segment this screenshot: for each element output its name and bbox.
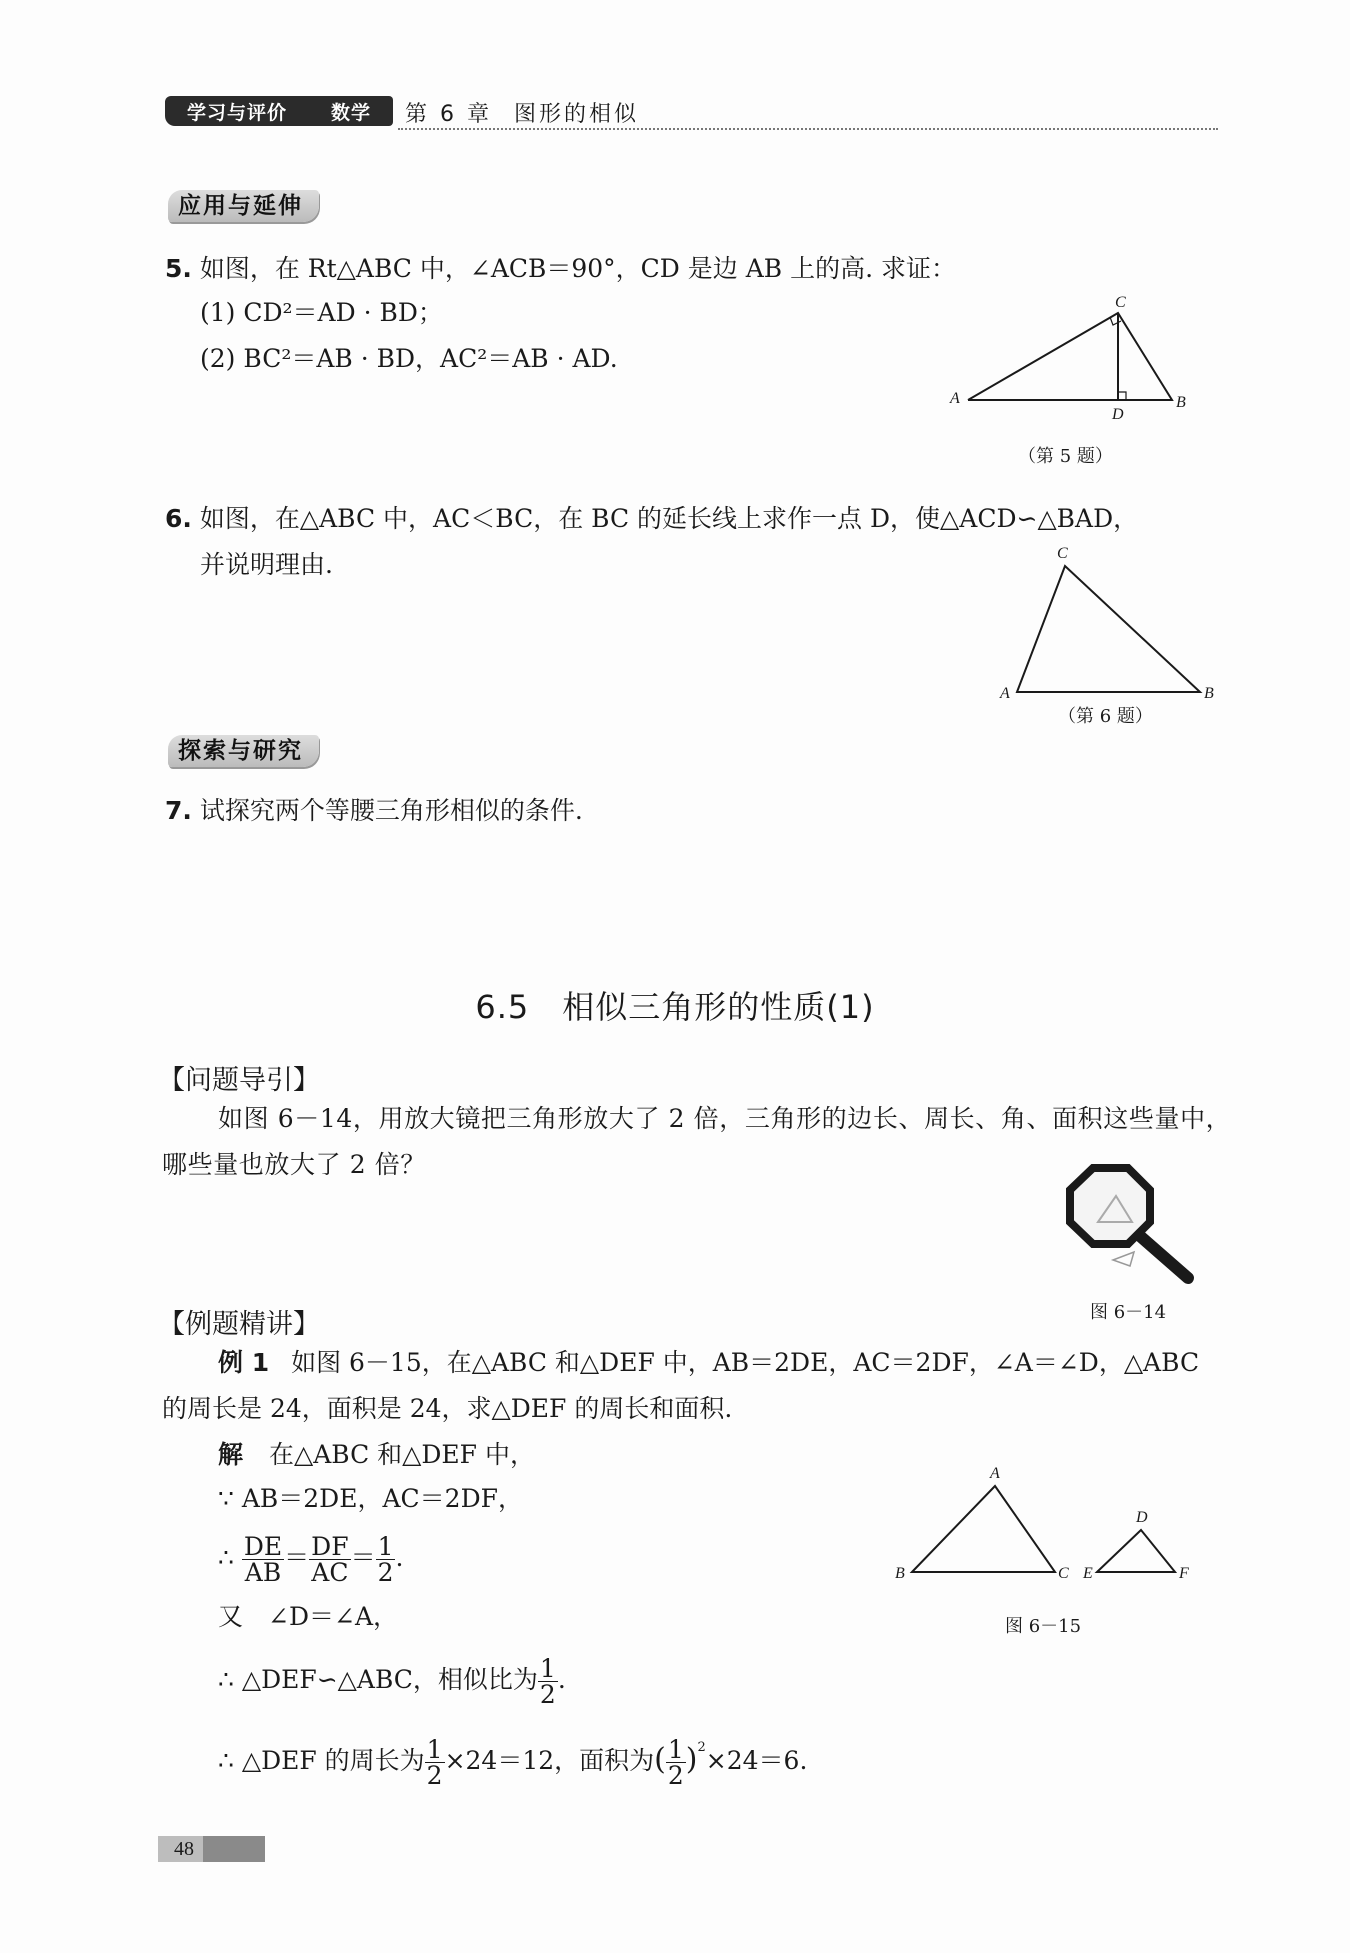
section-apply-tag: 应用与延伸 (168, 190, 319, 222)
label-d-15: D (1136, 1509, 1148, 1526)
paren-close: ) (685, 1742, 698, 1777)
solution-line-2: ∵ AB＝2DE，AC＝2DF， (218, 1484, 523, 1513)
label-a: A (950, 390, 960, 407)
label-c: C (1115, 294, 1126, 311)
caption-fig-6-14: 图 6－14 (1090, 1302, 1167, 1323)
caption-fig-6-15: 图 6－15 (1005, 1616, 1082, 1637)
solution-line-4: 又 ∠D＝∠A， (218, 1602, 398, 1631)
subject-name: 数学 (330, 101, 371, 124)
label-d: D (1112, 406, 1124, 423)
label-c-q6: C (1057, 545, 1068, 562)
chapter-number: 第 6 章 (405, 102, 492, 127)
fraction-de-ab (242, 1534, 284, 1585)
label-a-15: A (990, 1465, 1000, 1482)
exponent: 2 (697, 1740, 706, 1755)
solution-line-6 (218, 1734, 807, 1788)
solution-text-6a: ∴ △DEF 的周长为 (218, 1746, 425, 1775)
magnifier-handle (1140, 1236, 1188, 1278)
fraction-one-half (376, 1534, 396, 1585)
question-5-part1: (1) CD²＝AD · BD； (200, 298, 443, 327)
label-b-15: B (895, 1565, 905, 1582)
question-7-number: 7. (165, 796, 192, 825)
header-badge (165, 96, 393, 126)
figure-q6 (990, 540, 1220, 710)
caption-q5: （第 5 题） (1018, 446, 1113, 467)
fraction-area-denominator: 2 (667, 1761, 684, 1790)
fraction-ratio-numerator: 1 (539, 1654, 556, 1683)
fraction-area (666, 1737, 686, 1788)
fraction-perimeter-numerator: 1 (426, 1735, 443, 1764)
label-b: B (1176, 394, 1186, 411)
fraction-perimeter (425, 1737, 445, 1788)
example-1-line-2: 的周长是 24，面积是 24，求△DEF 的周长和面积. (162, 1394, 733, 1423)
question-5 (165, 252, 956, 286)
fraction-ratio (538, 1656, 558, 1707)
question-5-number: 5. (165, 254, 192, 283)
fraction-de-ab-numerator: DE (243, 1532, 283, 1561)
question-6-stem-cont: 并说明理由. (200, 550, 333, 579)
question-6 (165, 502, 1138, 536)
example-1-label: 例 1 (218, 1348, 270, 1377)
paren-open: ( (654, 1742, 666, 1777)
small-triangle (1113, 1252, 1134, 1266)
fraction-de-ab-denominator: AB (244, 1558, 282, 1587)
chapter-heading (405, 97, 639, 128)
fraction-ratio-denominator: 2 (539, 1680, 556, 1709)
question-5-part2: (2) BC²＝AB · BD，AC²＝AB · AD. (200, 344, 618, 373)
question-6-number: 6. (165, 504, 192, 533)
triangle-abc (968, 313, 1172, 400)
question-7-stem: 试探究两个等腰三角形相似的条件. (199, 796, 583, 825)
label-e-15: E (1083, 1565, 1093, 1582)
lesson-title: 6.5 相似三角形的性质(1) (475, 988, 875, 1026)
fraction-df-ac-denominator: AC (311, 1558, 349, 1587)
figure-q5 (940, 285, 1190, 430)
solution-line-5: ∴ △DEF∽△ABC，相似比为 $\frac{1}{2}$ . (218, 1654, 566, 1709)
header-rule (398, 128, 1218, 130)
fraction-area-numerator: 1 (667, 1735, 684, 1764)
label-c-15: C (1058, 1565, 1069, 1582)
book-name: 学习与评价 (186, 101, 287, 124)
fraction-df-ac-numerator: DF (311, 1532, 349, 1561)
triangle-abc-large (912, 1486, 1055, 1572)
solution-line-1 (218, 1438, 535, 1472)
therefore-symbol: ∴ (218, 1543, 234, 1572)
label-a-q6: A (1000, 685, 1010, 702)
chapter-title: 图形的相似 (513, 102, 639, 127)
question-6-stem: 如图，在△ABC 中，AC＜BC，在 BC 的延长线上求作一点 D，使△ACD∽△BAD， (199, 504, 1139, 533)
section-explore-tag: 探索与研究 (168, 735, 319, 767)
solution-label: 解 (218, 1440, 244, 1469)
label-f-15: F (1179, 1565, 1189, 1582)
solution-text-1: 在△ABC 和△DEF 中， (268, 1440, 535, 1469)
guide-line-2: 哪些量也放大了 2 倍？ (162, 1150, 427, 1179)
triangle-def-small (1097, 1530, 1175, 1572)
magnifier-figure (1058, 1160, 1198, 1285)
solution-text-6b: ×24＝12，面积为 (444, 1746, 655, 1775)
question-7 (165, 794, 583, 828)
guide-heading: 【问题导引】 (158, 1065, 320, 1096)
fraction-one-half-numerator: 1 (377, 1532, 394, 1561)
right-angle-mark-d (1118, 392, 1126, 400)
solution-text-6c: ×24＝6. (705, 1746, 808, 1775)
example-1-text-1: 如图 6－15，在△ABC 和△DEF 中，AB＝2DE，AC＝2DF，∠A＝∠D，△ABC (291, 1348, 1200, 1377)
solution-line-3: ∴ $\frac{DE}{AB}$ ＝ $\frac{DF}{AC}$ ＝ $\frac{1}{2}$ . (218, 1532, 404, 1587)
question-5-stem: 如图，在 Rt△ABC 中，∠ACB＝90°，CD 是边 AB 上的高. 求证： (199, 254, 957, 283)
example-1-line-1 (218, 1346, 1199, 1380)
triangle-abc-q6 (1017, 566, 1200, 692)
caption-q6: （第 6 题） (1058, 706, 1153, 727)
guide-line-1: 如图 6－14，用放大镜把三角形放大了 2 倍，三角形的边长、周长、角、面积这些量中， (218, 1104, 1232, 1133)
fraction-one-half-denominator: 2 (377, 1558, 394, 1587)
page-number: 48 (158, 1836, 265, 1862)
fraction-perimeter-denominator: 2 (426, 1761, 443, 1790)
right-angle-mark-c (1110, 317, 1121, 325)
fraction-df-ac (309, 1534, 350, 1585)
solution-text-5: ∴ △DEF∽△ABC，相似比为 (218, 1665, 538, 1694)
examples-heading: 【例题精讲】 (158, 1309, 320, 1340)
label-b-q6: B (1204, 685, 1214, 702)
figure-6-15 (890, 1462, 1200, 1592)
